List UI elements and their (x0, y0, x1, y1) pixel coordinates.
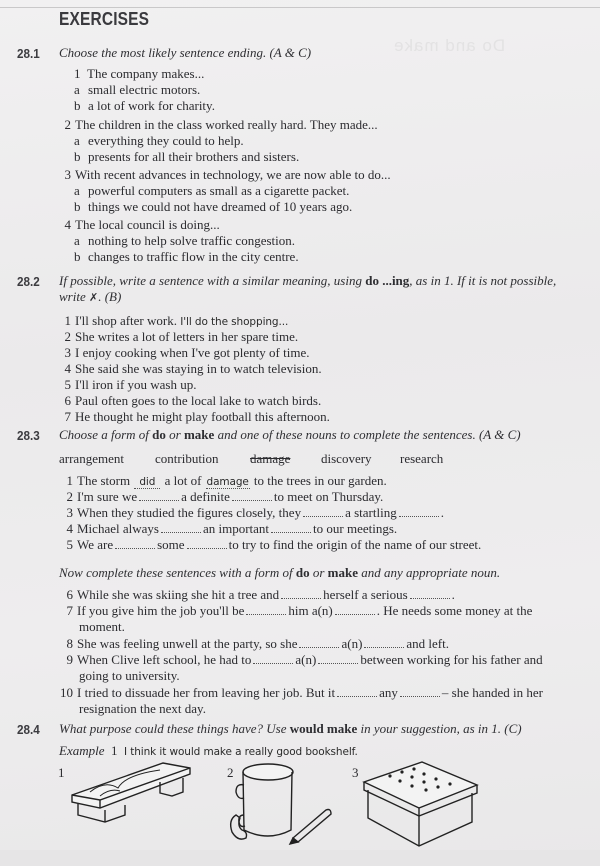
answer-blank[interactable] (187, 539, 227, 549)
answer-blank[interactable] (253, 654, 293, 664)
exercise-item: 3 I enjoy cooking when I've got plenty of time. (64, 345, 310, 360)
answer-blank[interactable] (399, 507, 439, 517)
figure-number: 1 (58, 765, 65, 780)
exercise-item: 7 He thought he might play football this afternoon. (64, 409, 330, 424)
answer-blank[interactable]: damage (206, 476, 249, 488)
shoebox-with-holes-icon (362, 760, 482, 850)
answer-blank[interactable] (410, 589, 450, 599)
section-number-28-2: 28.2 (17, 274, 40, 289)
section-28-3-instruction: Choose a form of do or make and one of these nouns to complete the sentences. (A & C) (59, 427, 521, 442)
answer-blank[interactable] (364, 638, 404, 648)
exercise-item: 7 If you give him the job you'll be him a(n) . He needs some money at the (66, 603, 533, 618)
figure-number: 2 (227, 765, 234, 780)
exercise-item: 2 She writes a lot of letters in her spare time. (64, 329, 299, 344)
answer-blank[interactable] (115, 539, 155, 549)
exercise-item: 4 She said she was staying in to watch television. (64, 361, 322, 376)
page-top-edge (0, 7, 600, 8)
handwritten-answer: I think it would make a really good bookshelf. (123, 746, 358, 758)
section-28-2-instruction: If possible, write a sentence with a similar meaning, using do ...ing, as in 1. If it is not possible, write ✗. (B) (59, 273, 557, 304)
answer-blank[interactable] (232, 491, 272, 501)
answer-blank[interactable] (337, 687, 377, 697)
answer-blank[interactable] (271, 523, 311, 533)
exercise-item: 9 When Clive left school, he had to a(n) between working for his father and (66, 652, 543, 667)
answer-blank[interactable] (299, 638, 339, 648)
answer-blank[interactable] (281, 589, 321, 599)
exercise-item-continuation: going to university. (79, 668, 180, 683)
answer-blank[interactable] (318, 654, 358, 664)
exercise-item: 2 The children in the class worked really hard. They made... (64, 117, 378, 132)
exercise-item: 8 She was feeling unwell at the party, so she a(n) and left. (66, 636, 449, 651)
figure-number: 3 (352, 765, 359, 780)
exercise-item-continuation: moment. (79, 619, 125, 634)
section-28-4-instruction: What purpose could these things have? Use would make in your suggestion, as in 1. (C) (59, 721, 522, 736)
option-b: b presents for all their brothers and sisters. (74, 149, 300, 164)
page-title: EXERCISES (59, 9, 150, 29)
option-a: a powerful computers as small as a cigarette packet. (74, 183, 350, 198)
section-28-3-instruction-part-2: Now complete these sentences with a form of do or make and any appropriate noun. (59, 565, 501, 580)
option-a: a everything they could to help. (74, 133, 244, 148)
answer-blank[interactable] (246, 605, 286, 615)
noun-option: contribution (155, 451, 219, 466)
example-line: Example 1 I think it would make a really good bookshelf. (59, 743, 358, 758)
option-b: b a lot of work for charity. (74, 98, 215, 113)
section-number-28-3: 28.3 (17, 428, 40, 443)
noun-option: research (400, 451, 444, 466)
answer-blank[interactable] (303, 507, 343, 517)
section-number-28-1: 28.1 (17, 46, 40, 61)
cross-mark-icon: ✗ (88, 291, 99, 304)
exercise-item: 4 The local council is doing... (64, 217, 220, 232)
noun-option: discovery (321, 451, 372, 466)
exercise-item: 5 We are some to try to find the origin of the name of our street. (66, 537, 482, 552)
exercise-item: 3 When they studied the figures closely, they a startling . (66, 505, 444, 520)
option-b: b things we could not have dreamed of 10 years ago. (74, 199, 353, 214)
answer-blank[interactable] (161, 523, 201, 533)
section-28-1-instruction: Choose the most likely sentence ending. (A & C) (59, 45, 312, 60)
exercise-item: 5 I'll iron if you wash up. (64, 377, 197, 392)
option-b: b changes to traffic flow in the city centre. (74, 249, 299, 264)
answer-blank[interactable] (335, 605, 375, 615)
noun-option: arrangement (59, 451, 124, 466)
exercise-item: 3 With recent advances in technology, we are now able to do... (64, 167, 391, 182)
wooden-plank-on-blocks-icon (70, 760, 200, 830)
noun-option-crossed: damage (250, 451, 291, 466)
exercise-item-continuation: resignation the next day. (79, 701, 206, 716)
tin-can-with-pencil-icon (228, 760, 338, 850)
bleed-through-text: Do and make (393, 36, 506, 55)
exercise-item: 1 I'll shop after work. I'll do the shopping... (64, 313, 289, 328)
answer-blank[interactable] (400, 687, 440, 697)
option-a: a small electric motors. (74, 82, 201, 97)
scan-bottom-edge (0, 850, 600, 866)
exercise-item: 2 I'm sure we a definite to meet on Thursday. (66, 489, 384, 504)
exercise-item: 1 The company makes... (74, 66, 205, 81)
answer-blank[interactable]: did (134, 476, 160, 489)
section-number-28-4: 28.4 (17, 722, 40, 737)
option-a: a nothing to help solve traffic congestion. (74, 233, 295, 248)
answer-blank[interactable] (139, 491, 179, 501)
exercise-item: 6 While she was skiing she hit a tree and herself a serious . (66, 587, 455, 602)
exercise-item: 6 Paul often goes to the local lake to watch birds. (64, 393, 322, 408)
exercise-item: 10 I tried to dissuade her from leaving her job. But it any – she handed in her (60, 685, 544, 700)
exercise-item: 1 The storm did a lot of damage to the trees in our garden. (66, 473, 387, 488)
handwritten-answer: I'll do the shopping... (180, 316, 289, 328)
exercise-item: 4 Michael always an important to our meetings. (66, 521, 398, 536)
